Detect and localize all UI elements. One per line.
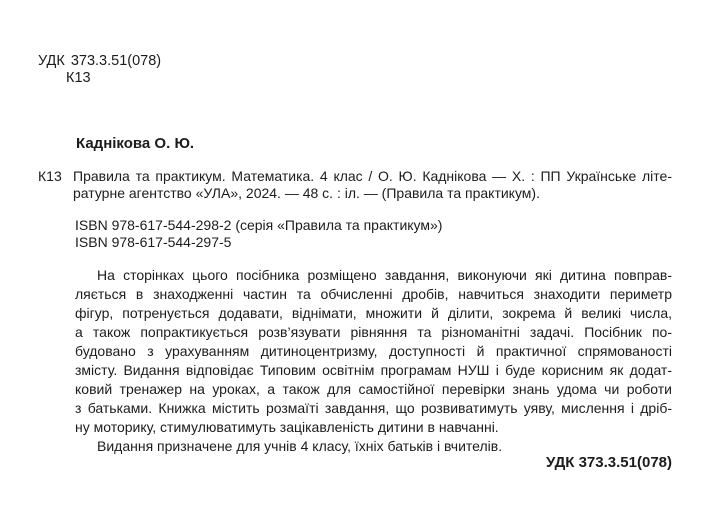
annotation-paragraph xyxy=(75,266,672,456)
catalog-description xyxy=(73,168,672,202)
catalog-entry xyxy=(38,168,672,202)
annotation-line: фігур, потренується додавати, віднімати, множити й ділити, зокрема й великі числа, xyxy=(75,305,672,321)
annotation-line: будовано з урахуванням дитиноцентризму, доступності й практичної спрямованості xyxy=(75,343,672,359)
annotation-line: з батьками. Книжка містить розмаїті завдання, що розвиватимуть уяву, мислення і дріб- xyxy=(75,400,672,416)
catalog-line: Правила та практикум. Математика. 4 клас / О. Ю. Каднікова — Х. : ПП Українське літе- xyxy=(73,168,672,184)
isbn-block xyxy=(75,217,672,251)
catalog-line: ратурне агентство «УЛА», 2024. — 48 с. : іл. — (Правила та практикум). xyxy=(73,185,540,201)
annotation-line: а також попрактикується розв’язувати рівняння та різноманітні задачі. Посібник по- xyxy=(75,324,672,340)
annotation-audience-line: Видання призначене для учнів 4 класу, їхніх батьків і вчителів. xyxy=(97,438,503,454)
udk-classification-bottom: УДК 373.3.51(078) xyxy=(546,454,672,471)
annotation-line: змісту. Видання відповідає Типовим освітнім програмам НУШ і буде корисним як додат- xyxy=(75,362,672,378)
author-name: Каднікова О. Ю. xyxy=(76,135,195,152)
isbn-line: ISBN 978-617-544-298-2 (серія «Правила та практикум») xyxy=(75,217,443,233)
isbn-line: ISBN 978-617-544-297-5 xyxy=(75,234,232,250)
annotation-line: ну моторику, стимулюватимуть зацікавленість дитини в навчанні. xyxy=(75,419,499,435)
udk-label: УДК xyxy=(38,53,65,69)
annotation-line: ляється в знаходженні частин та обчисленні дробів, навчиться знаходити периметр xyxy=(75,286,672,302)
annotation-line: На сторінках цього посібника розміщено завдання, виконуючи які дитина повправ- xyxy=(97,267,672,283)
udk-value: 373.3.51(078) xyxy=(70,53,162,69)
annotation-line: ковий тренажер на уроках, а також для самостійної перевірки знань удома чи роботи xyxy=(75,381,672,397)
udk-classification xyxy=(38,53,161,70)
author-sign-code: К13 xyxy=(66,70,91,86)
catalog-code: К13 xyxy=(38,168,62,184)
